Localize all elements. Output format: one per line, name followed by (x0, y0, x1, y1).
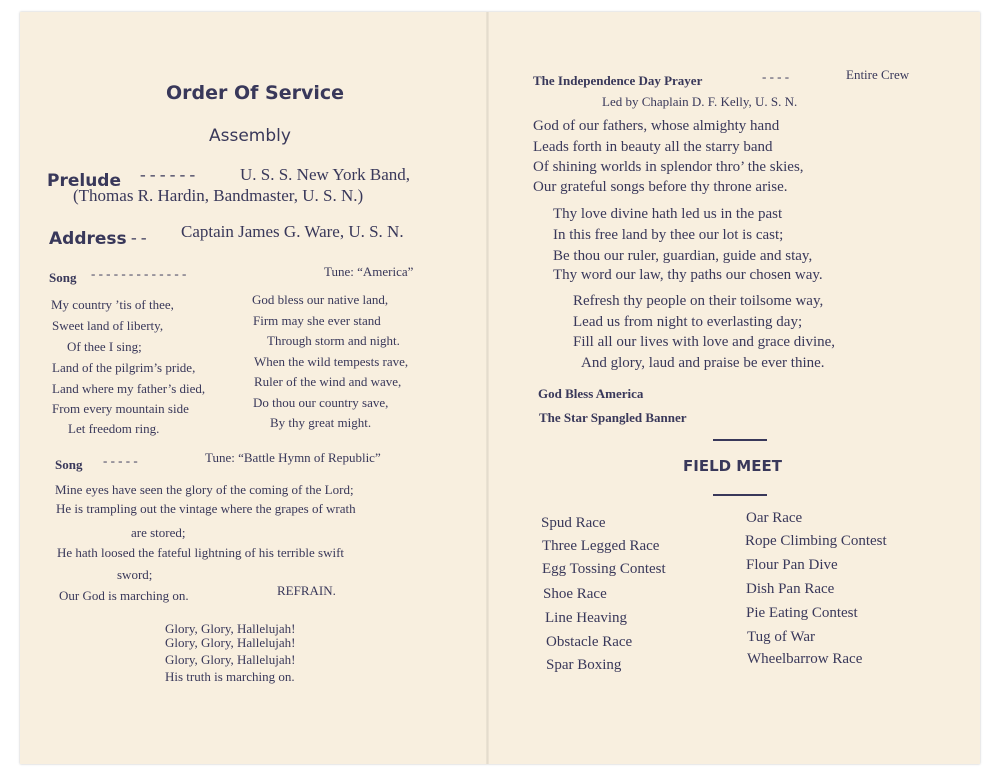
hymn-line: sword; (117, 567, 153, 582)
prayer-line: Leads forth in beauty all the starry band (533, 139, 773, 155)
prayer-line: Thy love divine hath led us in the past (553, 206, 783, 222)
america-line: Land where my father’s died, (52, 381, 206, 396)
prayer-who: Entire Crew (846, 67, 910, 82)
event-item: Obstacle Race (546, 634, 633, 650)
event-item: Shoe Race (543, 586, 607, 602)
america-line: Let freedom ring. (68, 421, 160, 436)
event-item: Tug of War (747, 629, 815, 645)
event-item: Flour Pan Dive (746, 557, 838, 573)
america-line: God bless our native land, (252, 292, 389, 307)
america-line: Through storm and night. (267, 333, 400, 348)
hymn-line: Mine eyes have seen the glory of the coming of the Lord; (55, 482, 354, 497)
prayer-line: Fill all our lives with love and grace divine, (573, 334, 836, 350)
refrain-label: REFRAIN. (277, 583, 336, 598)
center-fold (486, 12, 489, 764)
america-line: Land of the pilgrim’s pride, (52, 360, 196, 375)
america-line: Ruler of the wind and wave, (254, 374, 402, 389)
hymn-line: He hath loosed the fateful lightning of his terrible swift (57, 545, 345, 560)
america-line: Do thou our country save, (253, 395, 389, 410)
america-line: When the wild tempests rave, (254, 354, 409, 369)
song2-dashes: - - - - - (103, 453, 138, 468)
refrain-line: Glory, Glory, Hallelujah! (165, 621, 296, 636)
closing-item: God Bless America (538, 386, 644, 401)
divider-bottom (713, 494, 767, 496)
event-item: Spud Race (541, 515, 606, 531)
page-title: Order Of Service (166, 82, 345, 104)
event-item: Three Legged Race (542, 538, 660, 554)
prayer-dashes: - - - - (762, 69, 790, 84)
prelude-dashes: - - - - - - (140, 165, 196, 184)
america-line: Sweet land of liberty, (52, 318, 164, 333)
prayer-line: Thy word our law, thy paths our chosen way. (553, 267, 823, 283)
song1-tune: Tune: “America” (324, 264, 414, 279)
prayer-led-by: Led by Chaplain D. F. Kelly, U. S. N. (602, 94, 798, 109)
event-item: Oar Race (746, 510, 803, 526)
address-value: Captain James G. Ware, U. S. N. (181, 222, 404, 241)
prayer-line: Of shining worlds in splendor thro’ the skies, (533, 159, 804, 175)
event-item: Spar Boxing (546, 657, 622, 673)
refrain-line: Glory, Glory, Hallelujah! (165, 652, 296, 667)
prayer-line: And glory, laud and praise be ever thine. (581, 355, 825, 371)
song2-tune: Tune: “Battle Hymn of Republic” (205, 450, 381, 465)
hymn-line: Our God is marching on. (59, 588, 189, 603)
prelude-label: Prelude (47, 171, 122, 191)
prelude-value: U. S. S. New York Band, (240, 165, 411, 184)
prayer-line: Our grateful songs before thy throne arise. (533, 179, 788, 195)
prayer-line: In this free land by thee our lot is cast; (553, 227, 784, 243)
hymn-line: He is trampling out the vintage where the grapes of wrath (56, 501, 356, 516)
america-line: From every mountain side (52, 401, 189, 416)
prayer-line: Lead us from night to everlasting day; (573, 314, 803, 330)
song1-label: Song (49, 270, 77, 285)
song1-dashes: - - - - - - - - - - - - - (91, 266, 187, 281)
assembly-heading: Assembly (209, 126, 291, 146)
closing-item: The Star Spangled Banner (539, 410, 687, 425)
america-line: My country ’tis of thee, (51, 297, 174, 312)
prayer-line: Be thou our ruler, guardian, guide and stay, (553, 248, 813, 264)
event-item: Rope Climbing Contest (745, 533, 887, 549)
event-item: Wheelbarrow Race (747, 651, 863, 667)
hymn-line: are stored; (131, 525, 186, 540)
prayer-title: The Independence Day Prayer (533, 73, 703, 88)
address-dashes: - - (131, 228, 147, 247)
event-item: Dish Pan Race (746, 581, 835, 597)
prayer-line: God of our fathers, whose almighty hand (533, 118, 780, 134)
event-item: Line Heaving (545, 610, 628, 626)
divider-top (713, 439, 767, 441)
song2-label: Song (55, 457, 83, 472)
refrain-line: His truth is marching on. (165, 669, 295, 684)
america-line: Firm may she ever stand (253, 313, 381, 328)
address-label: Address (49, 229, 127, 249)
america-line: By thy great might. (270, 415, 372, 430)
event-item: Pie Eating Contest (746, 605, 858, 621)
prayer-line: Refresh thy people on their toilsome way, (573, 293, 824, 309)
prelude-sub: (Thomas R. Hardin, Bandmaster, U. S. N.) (73, 186, 364, 205)
event-item: Egg Tossing Contest (542, 561, 666, 577)
field-meet-heading: FIELD MEET (683, 457, 782, 475)
america-line: Of thee I sing; (67, 339, 142, 354)
refrain-line: Glory, Glory, Hallelujah! (165, 635, 296, 650)
